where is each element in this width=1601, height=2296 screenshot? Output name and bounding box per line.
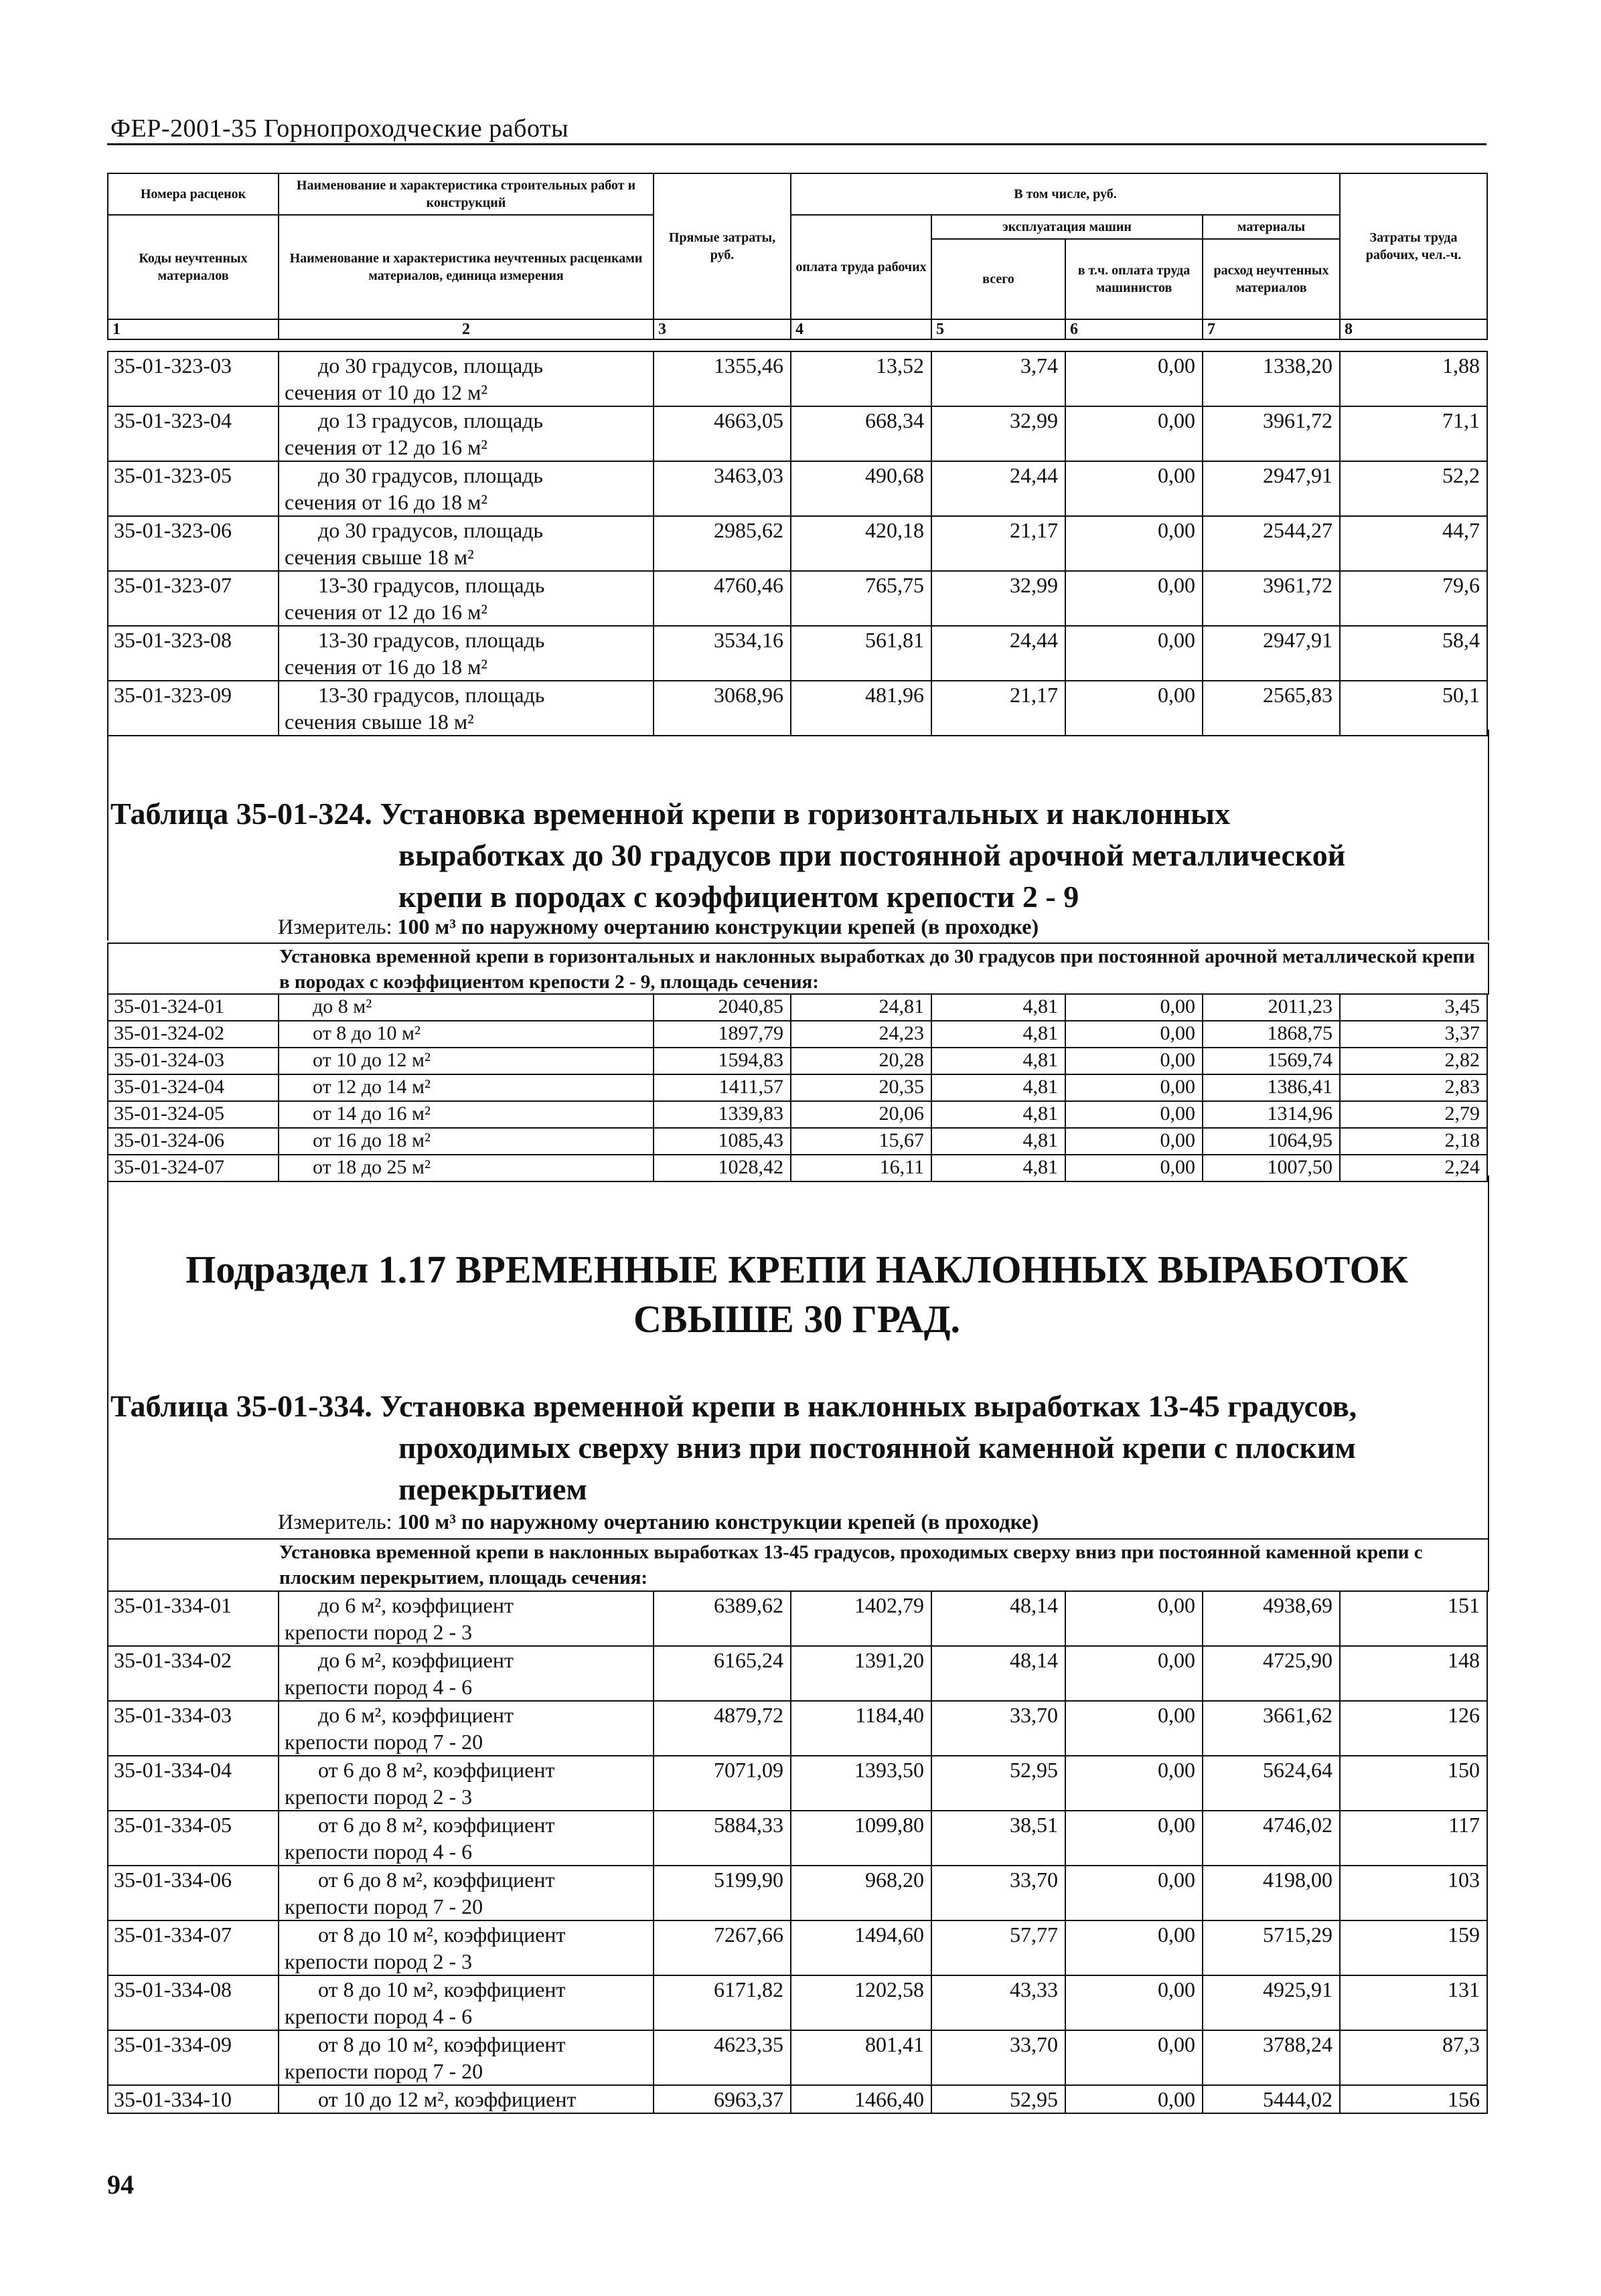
machines-total: 4,81 xyxy=(931,994,1065,1021)
materials: 3961,72 xyxy=(1203,571,1340,626)
table-row xyxy=(108,1101,1487,1128)
rate-code: 35-01-334-05 xyxy=(108,1811,279,1866)
machines-wages: 0,00 xyxy=(1065,681,1203,736)
table-row xyxy=(108,1701,1487,1756)
header-machines-wages: в т.ч. оплата труда машинистов xyxy=(1065,239,1203,319)
machines-total: 32,99 xyxy=(931,406,1065,461)
table-row xyxy=(108,1048,1487,1074)
direct-costs: 6389,62 xyxy=(654,1591,791,1646)
rate-code: 35-01-334-07 xyxy=(108,1920,279,1975)
description-line: от 6 до 8 м², коэффициент xyxy=(318,1868,555,1892)
rate-code: 35-01-323-08 xyxy=(108,626,279,681)
direct-costs: 1594,83 xyxy=(654,1048,791,1074)
table-324-rows xyxy=(107,993,1488,1182)
machines-wages: 0,00 xyxy=(1065,1048,1203,1074)
wages: 20,35 xyxy=(791,1074,931,1101)
wages: 24,23 xyxy=(791,1021,931,1048)
machines-wages: 0,00 xyxy=(1065,626,1203,681)
table-row xyxy=(108,516,1487,571)
header-direct-costs: Прямые затраты, руб. xyxy=(654,173,791,319)
description-line: от 10 до 12 м², коэффициент xyxy=(318,2087,577,2111)
machines-total: 33,70 xyxy=(931,2030,1065,2085)
machines-total: 4,81 xyxy=(931,1021,1065,1048)
table-334-intro: Установка временной крепи в наклонных выработках 13-45 градусов, проходимых сверху вниз при постоянной каменной крепи с плоским перекрытием, площадь сечения: xyxy=(279,1542,1423,1588)
labor: 87,3 xyxy=(1340,2030,1487,2085)
table-row xyxy=(108,2085,1487,2113)
direct-costs: 4879,72 xyxy=(654,1701,791,1756)
column-number: 6 xyxy=(1065,319,1203,339)
table-334-measure xyxy=(278,1509,1039,1534)
description-line: сечения от 12 до 16 м² xyxy=(285,435,487,459)
labor: 151 xyxy=(1340,1591,1487,1646)
direct-costs: 6165,24 xyxy=(654,1646,791,1701)
materials: 4746,02 xyxy=(1203,1811,1340,1866)
section-title-line: Подраздел 1.17 ВРЕМЕННЫЕ КРЕПИ НАКЛОННЫХ ВЫРАБОТОК xyxy=(185,1248,1408,1291)
work-description: от 16 до 18 м² xyxy=(279,1128,654,1155)
rate-code: 35-01-324-06 xyxy=(108,1128,279,1155)
description-line: от 6 до 8 м², коэффициент xyxy=(318,1813,555,1837)
column-number: 8 xyxy=(1340,319,1487,339)
table-row xyxy=(108,1920,1487,1975)
wages: 20,28 xyxy=(791,1048,931,1074)
machines-wages: 0,00 xyxy=(1065,1074,1203,1101)
description-line: крепости пород 2 - 3 xyxy=(285,1949,473,1973)
labor: 58,4 xyxy=(1340,626,1487,681)
header-machines: эксплуатация машин xyxy=(931,215,1203,239)
wages: 1184,40 xyxy=(791,1701,931,1756)
direct-costs: 6963,37 xyxy=(654,2085,791,2113)
work-description xyxy=(279,516,654,571)
materials: 1064,95 xyxy=(1203,1128,1340,1155)
table-row xyxy=(108,1074,1487,1101)
machines-wages: 0,00 xyxy=(1065,461,1203,516)
table-row xyxy=(108,994,1487,1021)
work-description xyxy=(279,1811,654,1866)
table-title-line: крепи в породах с коэффициентом крепости 2 - 9 xyxy=(398,880,1079,914)
materials: 1868,75 xyxy=(1203,1021,1340,1048)
labor: 103 xyxy=(1340,1866,1487,1920)
labor: 3,45 xyxy=(1340,994,1487,1021)
description-line: до 6 м², коэффициент xyxy=(318,1593,514,1617)
rate-code: 35-01-334-01 xyxy=(108,1591,279,1646)
wages: 1202,58 xyxy=(791,1975,931,2030)
machines-wages: 0,00 xyxy=(1065,1866,1203,1920)
wages: 668,34 xyxy=(791,406,931,461)
table-324-intro-box xyxy=(107,942,1489,995)
description-line: сечения от 16 до 18 м² xyxy=(285,490,487,514)
table-row xyxy=(108,1866,1487,1920)
work-description xyxy=(279,2085,654,2113)
machines-wages: 0,00 xyxy=(1065,1701,1203,1756)
work-description xyxy=(279,406,654,461)
direct-costs: 1355,46 xyxy=(654,351,791,406)
description-line: до 13 градусов, площадь xyxy=(318,408,544,432)
rate-code: 35-01-334-08 xyxy=(108,1975,279,2030)
machines-wages: 0,00 xyxy=(1065,571,1203,626)
column-number: 1 xyxy=(108,319,279,339)
materials: 4725,90 xyxy=(1203,1646,1340,1701)
direct-costs: 1028,42 xyxy=(654,1155,791,1181)
materials: 4938,69 xyxy=(1203,1591,1340,1646)
table-334-rows xyxy=(107,1590,1488,2114)
direct-costs: 2040,85 xyxy=(654,994,791,1021)
work-description xyxy=(279,681,654,736)
direct-costs: 1411,57 xyxy=(654,1074,791,1101)
labor: 148 xyxy=(1340,1646,1487,1701)
machines-wages: 0,00 xyxy=(1065,1975,1203,2030)
direct-costs: 3534,16 xyxy=(654,626,791,681)
wages: 1099,80 xyxy=(791,1811,931,1866)
work-description: от 10 до 12 м² xyxy=(279,1048,654,1074)
direct-costs: 7267,66 xyxy=(654,1920,791,1975)
description-line: крепости пород 7 - 20 xyxy=(285,1730,483,1754)
work-description xyxy=(279,1975,654,2030)
wages: 765,75 xyxy=(791,571,931,626)
table-title-line: выработках до 30 градусов при постоянной арочной металлической xyxy=(398,838,1346,872)
description-line: до 30 градусов, площадь xyxy=(318,463,544,487)
direct-costs: 4623,35 xyxy=(654,2030,791,2085)
measure-text: 100 м³ по наружному очертанию конструкции крепей (в проходке) xyxy=(397,1509,1039,1534)
rate-code: 35-01-324-02 xyxy=(108,1021,279,1048)
table-row xyxy=(108,351,1487,406)
machines-total: 3,74 xyxy=(931,351,1065,406)
labor: 150 xyxy=(1340,1756,1487,1811)
labor: 50,1 xyxy=(1340,681,1487,736)
column-header-table xyxy=(107,173,1488,340)
machines-total: 21,17 xyxy=(931,681,1065,736)
description-line: до 30 градусов, площадь xyxy=(318,518,544,542)
rate-code: 35-01-334-09 xyxy=(108,2030,279,2085)
wages: 1393,50 xyxy=(791,1756,931,1811)
rate-code: 35-01-324-03 xyxy=(108,1048,279,1074)
table-row xyxy=(108,2030,1487,2085)
column-number: 3 xyxy=(654,319,791,339)
description-line: до 6 м², коэффициент xyxy=(318,1648,514,1672)
machines-wages: 0,00 xyxy=(1065,2030,1203,2085)
work-description xyxy=(279,626,654,681)
header-wages: оплата труда рабочих xyxy=(791,215,931,319)
labor: 117 xyxy=(1340,1811,1487,1866)
materials: 2565,83 xyxy=(1203,681,1340,736)
rate-code: 35-01-324-07 xyxy=(108,1155,279,1181)
table-row xyxy=(108,681,1487,736)
machines-total: 43,33 xyxy=(931,1975,1065,2030)
machines-wages: 0,00 xyxy=(1065,1591,1203,1646)
machines-total: 21,17 xyxy=(931,516,1065,571)
description-line: сечения от 12 до 16 м² xyxy=(285,600,487,624)
work-description xyxy=(279,2030,654,2085)
machines-wages: 0,00 xyxy=(1065,1128,1203,1155)
table-324-title xyxy=(110,793,1345,918)
machines-wages: 0,00 xyxy=(1065,1811,1203,1866)
machines-total: 38,51 xyxy=(931,1811,1065,1866)
table-row xyxy=(108,461,1487,516)
column-number: 5 xyxy=(931,319,1065,339)
machines-total: 24,44 xyxy=(931,461,1065,516)
wages: 801,41 xyxy=(791,2030,931,2085)
description-line: до 30 градусов, площадь xyxy=(318,353,544,378)
wages: 24,81 xyxy=(791,994,931,1021)
labor: 79,6 xyxy=(1340,571,1487,626)
description-line: сечения от 10 до 12 м² xyxy=(285,380,487,404)
table-title-line: Таблица 35-01-324. Установка временной крепи в горизонтальных и наклонных xyxy=(110,797,1231,831)
header-code-top: Номера расценок xyxy=(108,173,279,215)
table-row xyxy=(108,406,1487,461)
wages: 968,20 xyxy=(791,1866,931,1920)
rate-code: 35-01-334-06 xyxy=(108,1866,279,1920)
machines-total: 4,81 xyxy=(931,1101,1065,1128)
work-description xyxy=(279,351,654,406)
wages: 20,06 xyxy=(791,1101,931,1128)
description-line: от 8 до 10 м², коэффициент xyxy=(318,1977,566,2001)
machines-total: 4,81 xyxy=(931,1128,1065,1155)
direct-costs: 1085,43 xyxy=(654,1128,791,1155)
work-description xyxy=(279,461,654,516)
table-row xyxy=(108,1591,1487,1646)
work-description xyxy=(279,1591,654,1646)
machines-wages: 0,00 xyxy=(1065,994,1203,1021)
column-number: 2 xyxy=(279,319,654,339)
machines-total: 52,95 xyxy=(931,1756,1065,1811)
work-description: от 8 до 10 м² xyxy=(279,1021,654,1048)
table-row xyxy=(108,1128,1487,1155)
labor: 2,18 xyxy=(1340,1128,1487,1155)
labor: 2,79 xyxy=(1340,1101,1487,1128)
direct-costs: 7071,09 xyxy=(654,1756,791,1811)
description-line: 13-30 градусов, площадь xyxy=(318,628,545,652)
description-line: 13-30 градусов, площадь xyxy=(318,573,545,597)
work-description xyxy=(279,1646,654,1701)
rate-code: 35-01-324-05 xyxy=(108,1101,279,1128)
table-row xyxy=(108,571,1487,626)
materials: 1314,96 xyxy=(1203,1101,1340,1128)
table-row xyxy=(108,1021,1487,1048)
rate-code: 35-01-334-03 xyxy=(108,1701,279,1756)
labor: 131 xyxy=(1340,1975,1487,2030)
direct-costs: 5884,33 xyxy=(654,1811,791,1866)
labor: 1,88 xyxy=(1340,351,1487,406)
labor: 71,1 xyxy=(1340,406,1487,461)
table-title-line: проходимых сверху вниз при постоянной каменной крепи с плоским xyxy=(398,1430,1356,1465)
machines-total: 48,14 xyxy=(931,1646,1065,1701)
rate-code: 35-01-334-10 xyxy=(108,2085,279,2113)
description-line: крепости пород 4 - 6 xyxy=(285,1839,473,1864)
work-description xyxy=(279,1920,654,1975)
header-code-bottom: Коды неучтенных материалов xyxy=(108,215,279,319)
materials: 5444,02 xyxy=(1203,2085,1340,2113)
description-line: крепости пород 2 - 3 xyxy=(285,1620,473,1644)
table-334-intro-box xyxy=(107,1538,1489,1592)
labor: 2,24 xyxy=(1340,1155,1487,1181)
machines-wages: 0,00 xyxy=(1065,351,1203,406)
machines-wages: 0,00 xyxy=(1065,1920,1203,1975)
direct-costs: 4663,05 xyxy=(654,406,791,461)
description-line: от 6 до 8 м², коэффициент xyxy=(318,1758,555,1782)
work-description: до 8 м² xyxy=(279,994,654,1021)
machines-wages: 0,00 xyxy=(1065,2085,1203,2113)
labor: 156 xyxy=(1340,2085,1487,2113)
labor: 2,83 xyxy=(1340,1074,1487,1101)
work-description xyxy=(279,571,654,626)
table-324-measure xyxy=(278,914,1039,939)
description-line: крепости пород 7 - 20 xyxy=(285,1894,483,1918)
wages: 481,96 xyxy=(791,681,931,736)
running-head: ФЕР-2001-35 Горнопроходческие работы xyxy=(110,114,569,143)
labor: 2,82 xyxy=(1340,1048,1487,1074)
work-description: от 12 до 14 м² xyxy=(279,1074,654,1101)
materials: 2947,91 xyxy=(1203,461,1340,516)
section-title-line: СВЫШЕ 30 ГРАД. xyxy=(633,1297,961,1341)
labor: 3,37 xyxy=(1340,1021,1487,1048)
description-line: от 8 до 10 м², коэффициент xyxy=(318,2032,566,2056)
description-line: до 6 м², коэффициент xyxy=(318,1703,514,1727)
wages: 1494,60 xyxy=(791,1920,931,1975)
rate-code: 35-01-324-04 xyxy=(108,1074,279,1101)
table-title-line: Таблица 35-01-334. Установка временной крепи в наклонных выработках 13-45 градусов, xyxy=(110,1389,1357,1423)
wages: 15,67 xyxy=(791,1128,931,1155)
machines-wages: 0,00 xyxy=(1065,1101,1203,1128)
direct-costs: 6171,82 xyxy=(654,1975,791,2030)
description-line: 13-30 градусов, площадь xyxy=(318,683,545,707)
materials: 2947,91 xyxy=(1203,626,1340,681)
table-323-rows xyxy=(107,351,1488,736)
direct-costs: 1897,79 xyxy=(654,1021,791,1048)
wages: 13,52 xyxy=(791,351,931,406)
description-line: крепости пород 7 - 20 xyxy=(285,2059,483,2083)
measure-label: Измеритель: xyxy=(278,914,392,938)
work-description: от 14 до 16 м² xyxy=(279,1101,654,1128)
page-number: 94 xyxy=(107,2169,134,2200)
header-including: В том числе, руб. xyxy=(791,173,1340,215)
rate-code: 35-01-323-06 xyxy=(108,516,279,571)
rate-code: 35-01-324-01 xyxy=(108,994,279,1021)
materials: 3661,62 xyxy=(1203,1701,1340,1756)
direct-costs: 3068,96 xyxy=(654,681,791,736)
wages: 1402,79 xyxy=(791,1591,931,1646)
direct-costs: 1339,83 xyxy=(654,1101,791,1128)
table-title-line: перекрытием xyxy=(398,1472,587,1506)
column-number: 4 xyxy=(791,319,931,339)
direct-costs: 3463,03 xyxy=(654,461,791,516)
work-description: от 18 до 25 м² xyxy=(279,1155,654,1181)
header-machines-total: всего xyxy=(931,239,1065,319)
materials: 4925,91 xyxy=(1203,1975,1340,2030)
description-line: сечения свыше 18 м² xyxy=(285,545,474,569)
machines-total: 33,70 xyxy=(931,1701,1065,1756)
wages: 561,81 xyxy=(791,626,931,681)
machines-total: 48,14 xyxy=(931,1591,1065,1646)
wages: 16,11 xyxy=(791,1155,931,1181)
description-line: крепости пород 4 - 6 xyxy=(285,2004,473,2028)
table-334-title xyxy=(110,1386,1357,1510)
machines-total: 24,44 xyxy=(931,626,1065,681)
header-labor: Затраты труда рабочих, чел.-ч. xyxy=(1340,173,1487,319)
materials: 1338,20 xyxy=(1203,351,1340,406)
machines-total: 57,77 xyxy=(931,1920,1065,1975)
materials: 3961,72 xyxy=(1203,406,1340,461)
description-line: крепости пород 2 - 3 xyxy=(285,1785,473,1809)
materials: 3788,24 xyxy=(1203,2030,1340,2085)
table-row xyxy=(108,1646,1487,1701)
labor: 159 xyxy=(1340,1920,1487,1975)
direct-costs: 5199,90 xyxy=(654,1866,791,1920)
machines-wages: 0,00 xyxy=(1065,406,1203,461)
labor: 44,7 xyxy=(1340,516,1487,571)
materials: 1569,74 xyxy=(1203,1048,1340,1074)
wages: 1466,40 xyxy=(791,2085,931,2113)
table-324-intro: Установка временной крепи в горизонтальных и наклонных выработках до 30 градусов при постоянной арочной металлической крепи в породах с коэффициентом крепости 2 - 9, площадь сечения: xyxy=(279,946,1475,993)
rate-code: 35-01-323-05 xyxy=(108,461,279,516)
header-rule xyxy=(107,143,1486,145)
materials: 1386,41 xyxy=(1203,1074,1340,1101)
measure-text: 100 м³ по наружному очертанию конструкции крепей (в проходке) xyxy=(397,914,1039,938)
column-number: 7 xyxy=(1203,319,1340,339)
materials: 5624,64 xyxy=(1203,1756,1340,1811)
rate-code: 35-01-323-07 xyxy=(108,571,279,626)
machines-total: 52,95 xyxy=(931,2085,1065,2113)
work-description xyxy=(279,1866,654,1920)
table-row xyxy=(108,626,1487,681)
section-title xyxy=(107,1245,1486,1344)
wages: 1391,20 xyxy=(791,1646,931,1701)
description-line: крепости пород 4 - 6 xyxy=(285,1675,473,1699)
header-name-bottom: Наименование и характеристика неучтенных расценками материалов, единица измерения xyxy=(279,215,654,319)
materials: 2011,23 xyxy=(1203,994,1340,1021)
rate-code: 35-01-334-04 xyxy=(108,1756,279,1811)
machines-total: 4,81 xyxy=(931,1048,1065,1074)
machines-total: 33,70 xyxy=(931,1866,1065,1920)
wages: 420,18 xyxy=(791,516,931,571)
rate-code: 35-01-323-09 xyxy=(108,681,279,736)
labor: 52,2 xyxy=(1340,461,1487,516)
rate-code: 35-01-334-02 xyxy=(108,1646,279,1701)
materials: 1007,50 xyxy=(1203,1155,1340,1181)
labor: 126 xyxy=(1340,1701,1487,1756)
work-description xyxy=(279,1701,654,1756)
table-row xyxy=(108,1756,1487,1811)
machines-total: 4,81 xyxy=(931,1074,1065,1101)
materials: 4198,00 xyxy=(1203,1866,1340,1920)
rate-code: 35-01-323-03 xyxy=(108,351,279,406)
wages: 490,68 xyxy=(791,461,931,516)
header-materials: материалы xyxy=(1203,215,1340,239)
description-line: от 8 до 10 м², коэффициент xyxy=(318,1922,566,1947)
machines-wages: 0,00 xyxy=(1065,1155,1203,1181)
description-line: сечения от 16 до 18 м² xyxy=(285,655,487,679)
machines-total: 4,81 xyxy=(931,1155,1065,1181)
direct-costs: 4760,46 xyxy=(654,571,791,626)
machines-wages: 0,00 xyxy=(1065,516,1203,571)
measure-label: Измеритель: xyxy=(278,1509,392,1534)
rate-code: 35-01-323-04 xyxy=(108,406,279,461)
table-row xyxy=(108,1975,1487,2030)
materials: 5715,29 xyxy=(1203,1920,1340,1975)
machines-total: 32,99 xyxy=(931,571,1065,626)
description-line: сечения свыше 18 м² xyxy=(285,710,474,734)
machines-wages: 0,00 xyxy=(1065,1756,1203,1811)
materials: 2544,27 xyxy=(1203,516,1340,571)
header-name-top: Наименование и характеристика строительных работ и конструкций xyxy=(279,173,654,215)
work-description xyxy=(279,1756,654,1811)
direct-costs: 2985,62 xyxy=(654,516,791,571)
header-materials-sub: расход неучтенных материалов xyxy=(1203,239,1340,319)
machines-wages: 0,00 xyxy=(1065,1646,1203,1701)
machines-wages: 0,00 xyxy=(1065,1021,1203,1048)
table-row xyxy=(108,1811,1487,1866)
